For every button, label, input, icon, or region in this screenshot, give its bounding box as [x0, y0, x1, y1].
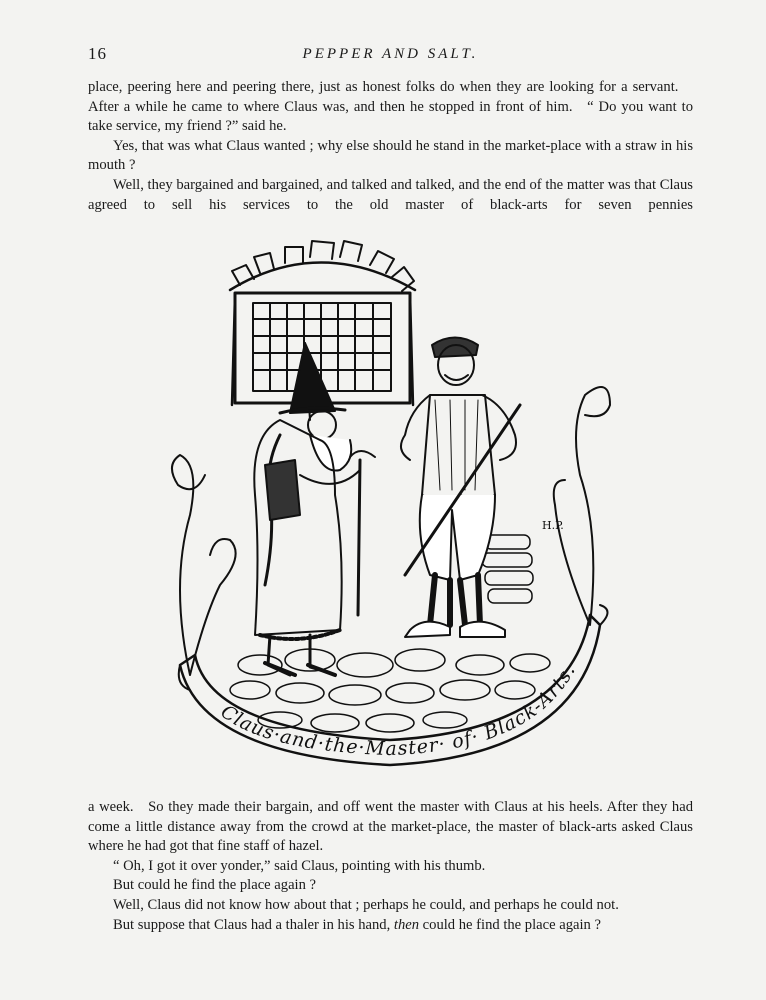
master-figure	[254, 343, 375, 675]
text-span: could he find the place again ?	[419, 916, 601, 933]
brick-pile	[482, 535, 533, 603]
artist-monogram: H.P.	[542, 519, 564, 532]
page-number: 16	[88, 44, 107, 63]
right-scroll	[554, 387, 610, 625]
illustration-drawing	[160, 235, 620, 775]
text-span: But suppose that Claus had a thaler in his hand,	[113, 916, 394, 933]
ribbon-caption: Claus·and·the·Master· of· Black-Arts.	[216, 660, 581, 761]
paragraph	[88, 916, 693, 936]
claus-figure	[401, 338, 520, 638]
paragraph: Well, they bargained and bargained, and talked and talked, and the end of the matter was that Claus agreed to sell his services to the old master of black-arts for seven pennies	[88, 176, 693, 213]
paragraph: a week. So they made their bargain, and off went the master with Claus at his heels. After they had come a little distance away from the crowd at the market-place, the master of black-arts asked Claus where he had got that fine staff of hazel.	[88, 799, 693, 855]
paragraph: “ Oh, I got it over yonder,” said Claus, pointing with his thumb.	[113, 857, 486, 874]
bottom-text-block	[88, 798, 693, 935]
paragraph: Well, Claus did not know how about that ; perhaps he could, and perhaps he could not.	[113, 896, 619, 913]
running-head: PEPPER AND SALT.	[302, 46, 479, 62]
top-text-block	[88, 78, 693, 215]
emphasized-word: then	[393, 916, 420, 933]
illustration	[160, 235, 620, 775]
paragraph: place, peering here and peering there, just as honest folks do when they are looking for a servant. After a while he came to where Claus was, and then he stopped in front of him. “ Do you want to take service, my friend ?” said he.	[88, 79, 693, 135]
page-header	[88, 44, 693, 66]
left-scroll	[172, 455, 236, 675]
paragraph: But could he find the place again ?	[113, 877, 317, 894]
paragraph: Yes, that was what Claus wanted ; why else should he stand in the market-place with a straw in his mouth ?	[88, 137, 693, 174]
